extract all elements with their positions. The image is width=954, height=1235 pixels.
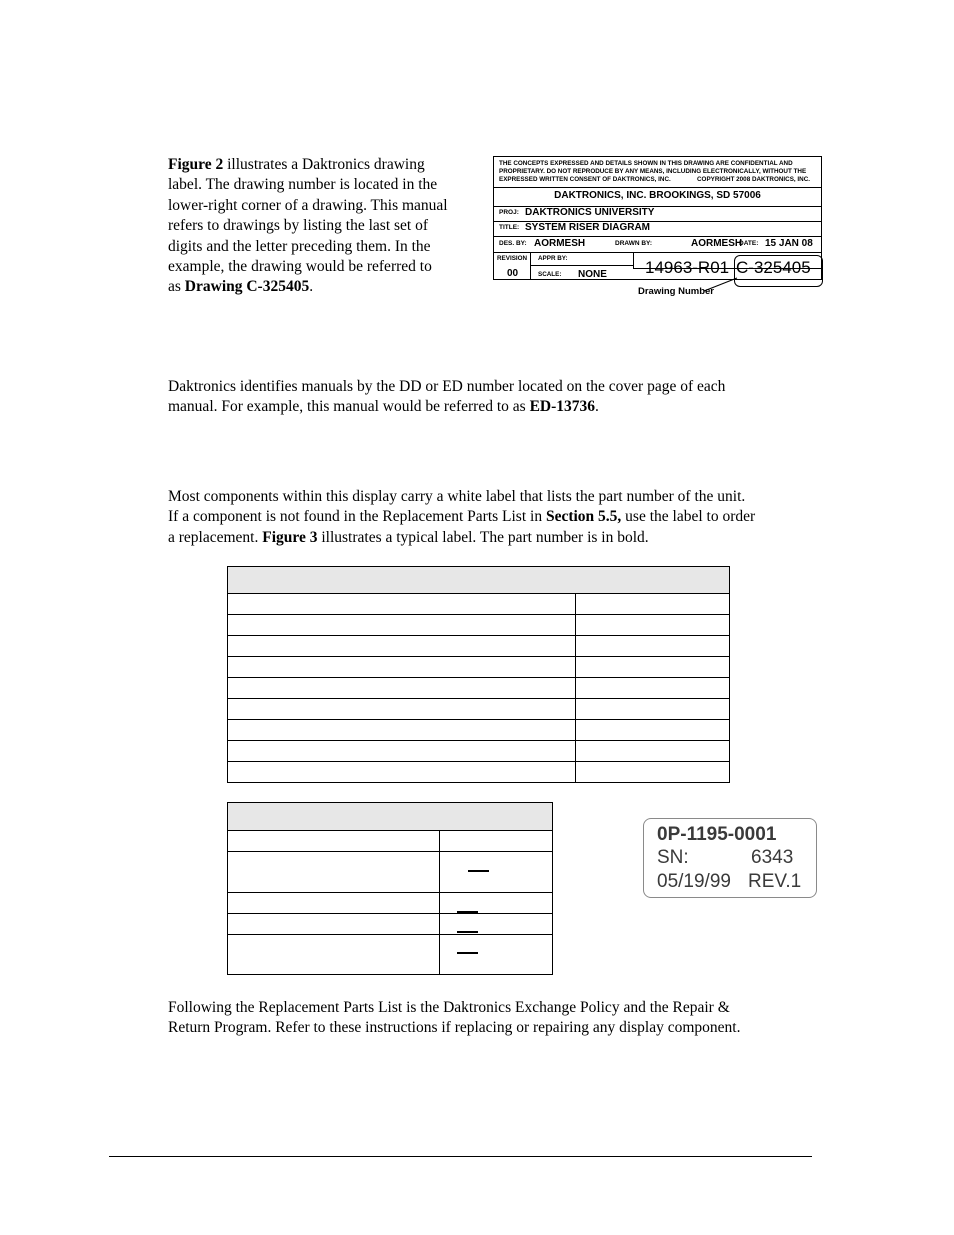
part-label: 0P-1195-0001 SN: 6343 05/19/99 REV.1 (643, 818, 817, 898)
notice-row: THE CONCEPTS EXPRESSED AND DETAILS SHOWN IN THIS DRAWING ARE CONFIDENTIAL AND PROPRIETARY. DO NOT REPRODUCE BY ANY MEANS, INCLUDING ELECTRONICALLY, WITHOUT THE EXPRESSED WRITTEN CONSENT OF DAKTRONICS, INC. COPYRIGHT 2008 DAKTRONICS, INC. (494, 157, 821, 188)
drawing-label: THE CONCEPTS EXPRESSED AND DETAILS SHOWN IN THIS DRAWING ARE CONFIDENTIAL AND PROPRIETARY. DO NOT REPRODUCE BY ANY MEANS, INCLUDING ELECTRONICALLY, WITHOUT THE EXPRESSED WRITTEN CONSENT OF DAKTRONICS, INC. COPYRIGHT 2008 DAKTRONICS, INC. DAKTRONICS, INC. BROOKINGS, SD 57006 PROJ: DAKTRONICS UNIVERSITY TITLE: SYSTEM RISER DIAGRAM DES. BY: AORMESH DRAWN BY: AORMESH DATE: 15 JAN 08 REVISION 00 APPR BY: SCALE: NONE 14963-R01 C-325405 (493, 156, 822, 280)
part-number: 0P-1195-0001 (657, 824, 777, 845)
dash-mark (457, 931, 478, 933)
company-row: DAKTRONICS, INC. BROOKINGS, SD 57006 (494, 187, 821, 207)
table-row (228, 594, 730, 615)
table-row (228, 720, 730, 741)
table-row (228, 636, 730, 657)
intro-paragraph: Figure 2 illustrates a Daktronics drawing label. The drawing number is located in the lower-right corner of a drawing. This manual refers to drawings by listing the last set of digits and the letter preceding them. In the example, the drawing would be referred to as Drawing C-325405. (168, 156, 448, 296)
designer-row: DES. BY: AORMESH DRAWN BY: AORMESH DATE: 15 JAN 08 (494, 236, 821, 253)
manual-number: ED-13736 (529, 398, 596, 416)
table-row (228, 852, 553, 893)
upper-table (227, 566, 730, 783)
table-row (228, 741, 730, 762)
footer-rule (109, 1156, 812, 1157)
manuals-paragraph: Daktronics identifies manuals by the DD or ED number located on the cover page of each manual. For example, this manual would be referred to as ED-13736. (168, 378, 726, 416)
table-row (228, 699, 730, 720)
title-row: TITLE: SYSTEM RISER DIAGRAM (494, 221, 821, 237)
table-header (228, 803, 553, 831)
dash-mark (457, 952, 478, 954)
table-header (228, 567, 730, 594)
table-row (228, 762, 730, 783)
drawing-number-callout: Drawing Number (638, 286, 715, 297)
drawing-ref: Drawing C-325405 (184, 278, 310, 296)
table-row (228, 678, 730, 699)
table-row (228, 914, 553, 935)
table-row (228, 831, 553, 852)
dash-mark (457, 911, 478, 913)
serial-number: 6343 (751, 847, 794, 868)
table-row (228, 935, 553, 975)
lower-table (227, 802, 553, 975)
project-row: PROJ: DAKTRONICS UNIVERSITY (494, 206, 821, 222)
drawing-number: C-325405 (736, 258, 811, 277)
components-paragraph: Most components within this display carry a white label that lists the part number of the unit. If a component is not found in the Replacement Parts List in Section 5.5, use the label to order a replacement. Figure 3 illustrates a typical label. The part number is in bold. (168, 488, 756, 546)
figure-ref: Figure 2 (168, 156, 224, 173)
table-row (228, 657, 730, 678)
closing-paragraph: Following the Replacement Parts List is the Daktronics Exchange Policy and the Repair & Return Program. Refer to these instructions if replacing or repairing any display component. (168, 999, 741, 1037)
dash-mark (468, 870, 489, 872)
table-row (228, 893, 553, 914)
table-row (228, 615, 730, 636)
